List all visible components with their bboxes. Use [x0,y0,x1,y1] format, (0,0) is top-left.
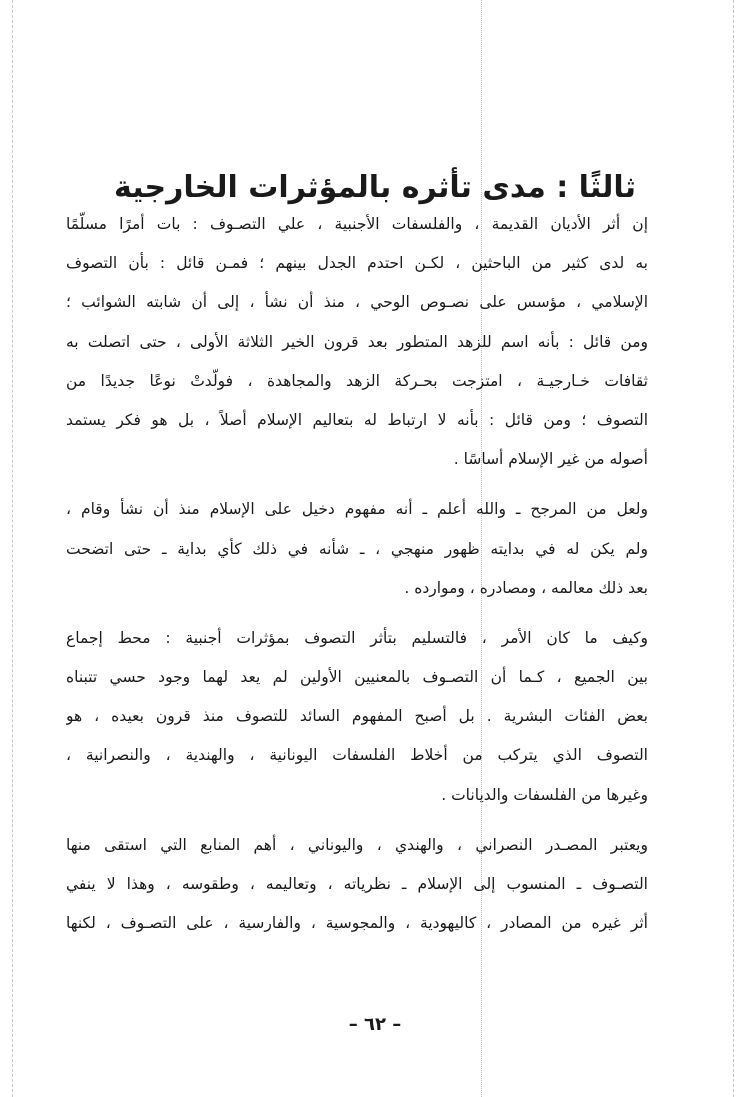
text-line: وكيف ما كان الأمر ، فالتسليم بتأثر التصوف بمؤثرات أجنبية : محط إجماع [66,628,648,647]
paragraph-3 [66,619,648,815]
body-text [66,205,648,954]
text-line: به لدى كثير من الباحثين ، لكـن احتدم الجدل بينهم ؛ فمـن قائل : بأن التصوف [66,254,648,273]
text-line: إن أثر الأديان القديمة ، والفلسفات الأجنبية ، علي التصـوف : بات أمرًا مسلّمًا [66,215,648,233]
paragraph-4 [66,826,648,944]
text-line: التصوف ؛ ومن قائل : بأنه لا ارتباط له بتعاليم الإسلام أصلاً ، بل هو فكر يستمد [66,410,648,429]
text-line: بعد ذلك معالمه ، ومصادره ، وموارده . [404,578,648,597]
page-number: – ٦٢ – [348,1014,402,1035]
text-line: ولم يكن له في بدايته ظهور منهجي ، ـ شأنه في ذلك كأي بداية ـ حتى اتضحت [66,539,648,558]
text-line: ويعتبر المصـدر النصراني ، والهندي ، واليوناني ، أهم المنابع التي استقى منها [66,835,648,854]
paragraph-2 [66,490,648,608]
text-line: وغيرها من الفلسفات والديانات . [441,785,648,804]
text-line: بعض الفئات البشرية . بل أصبح المفهوم السائد للتصوف منذ قرون بعيده ، هو [66,707,648,726]
text-line: التصوف الذي يتركب من أخلاط الفلسفات اليونانية ، والهندية ، والنصرانية ، [66,746,648,765]
text-line: أثر غيره من المصادر ، كاليهودية ، والمجوسية ، والفارسية ، على التصـوف ، لكنها [66,914,648,933]
text-line: التصـوف ـ المنسوب إلى الإسلام ـ نظرياته ، وتعاليمه ، وطقوسه ، وهذا لا ينفي [66,875,648,893]
paragraph-1 [66,205,648,479]
text-line: أصوله من غير الإسلام أساسًا . [453,450,648,469]
text-line: الإسلامي ، مؤسس على نصـوص الوحي ، منذ أن نشأ ، إلى أن شابته الشوائب ؛ [66,293,648,312]
text-line: ومن قائل : بأنه اسم للزهد المتطور بعد قرون الخير الثلاثة الأولى ، حتى اتصلت به [66,332,648,351]
section-heading: ثالثًا : مدى تأثره بالمؤثرات الخارجية [114,170,636,206]
scan-guide-left [12,0,13,1097]
scan-guide-right [733,0,734,1097]
text-line: ولعل من المرجح ـ والله أعلم ـ أنه مفهوم دخيل على الإسلام منذ أن نشأ وقام ، [66,500,648,519]
text-line: بين الجميع ، كـما أن التصـوف بالمعنيين الأولين لم يعد لهما وجود حسي تتبناه [66,668,648,687]
text-line: ثقافات خـارجيـة ، امتزجت بحـركة الزهد والمجاهدة ، فولّدتْ نوعًا جديدًا من [66,371,648,390]
